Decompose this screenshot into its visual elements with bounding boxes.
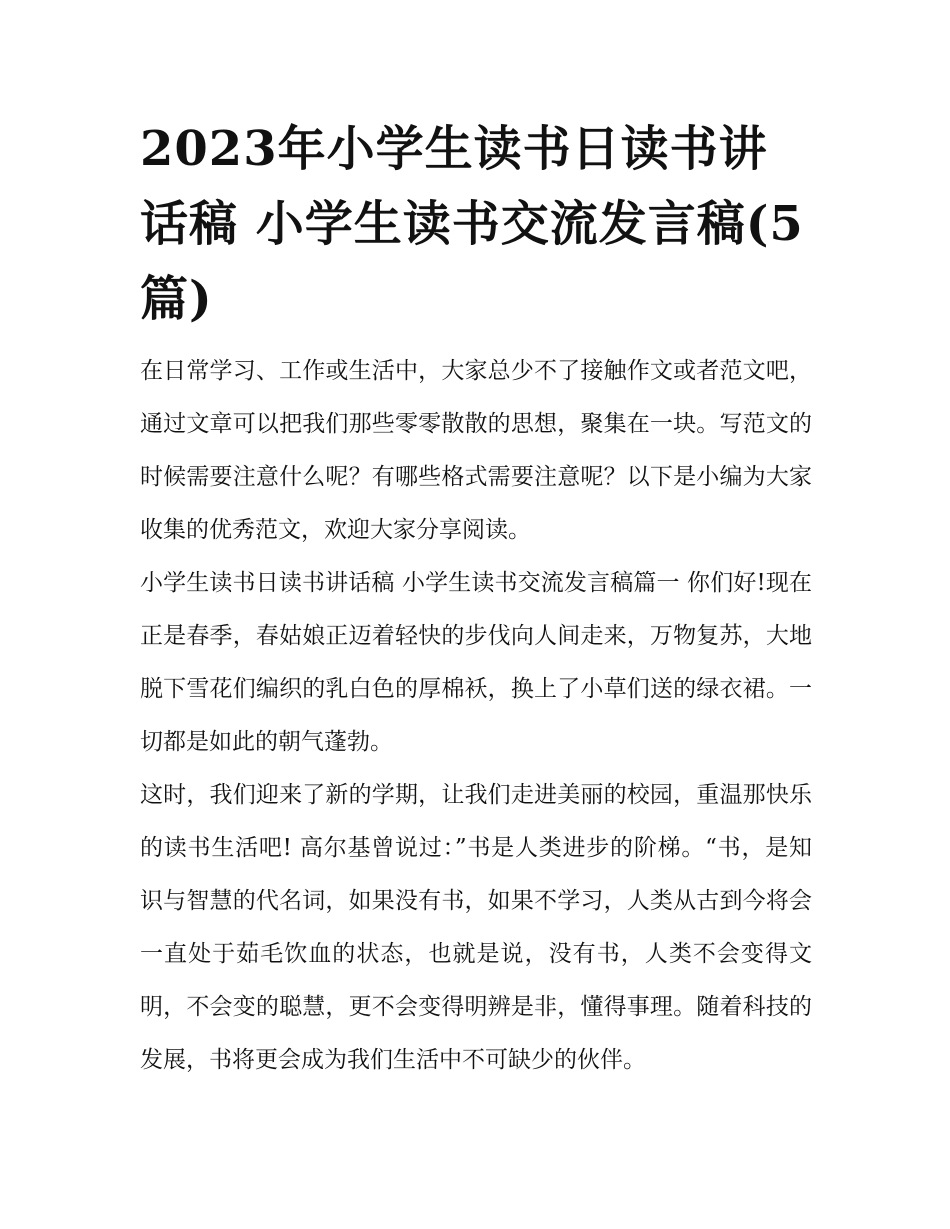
document-page xyxy=(140,112,812,1087)
body-paragraph-1: 小学生读书日读书讲话稿 小学生读书交流发言稿篇一 你们好!现在正是春季，春姑娘正迈着轻快的步伐向人间走来，万物复苏，大地脱下雪花们编织的乳白色的厚棉袄，换上了小草们送的绿衣裙。一切都是如此的朝气蓬勃。 xyxy=(140,570,812,755)
body-paragraph-2: 这时，我们迎来了新的学期，让我们走进美丽的校园，重温那快乐的读书生活吧! 高尔基曾说过：”书是人类进步的阶梯。“书，是知识与智慧的代名词，如果没有书，如果不学习，人类从古到今将会一直处于茹毛饮血的状态，也就是说，没有书，人类不会变得文明，不会变的聪慧，更不会变得明辨是非，懂得事理。随着科技的发展，书将更会成为我们生活中不可缺少的伙伴。 xyxy=(140,782,812,1073)
intro-paragraph: 在日常学习、工作或生活中，大家总少不了接触作文或者范文吧，通过文章可以把我们那些零零散散的思想，聚集在一块。写范文的时候需要注意什么呢？有哪些格式需要注意呢？以下是小编为大家收集的优秀范文，欢迎大家分享阅读。 xyxy=(140,358,812,543)
document-title: 2023年小学生读书日读书讲话稿 小学生读书交流发言稿(5篇) xyxy=(140,121,804,327)
